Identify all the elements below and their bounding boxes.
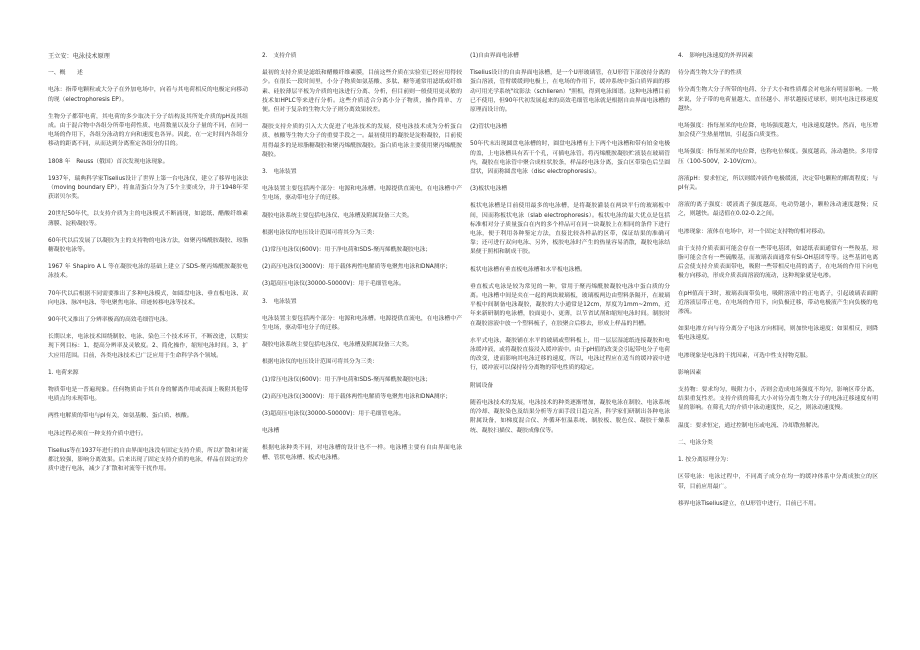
paragraph: 凝胶支持介质的引入大大促进了电泳技术的发展，使电泳技术成为分析蛋白质、核酸等生物大分子的重要手段之一。最初使用的凝胶是淀粉凝胶，目前使用得最多的是琼脂糖凝胶和聚丙烯酰胺凝胶。蛋白质电泳主要使用聚丙烯酰胺凝胶。 xyxy=(262,124,462,158)
paragraph: 20世纪50年代，以支持介质为主的电泳模式不断涌现，如滤纸、醋酸纤维素薄膜、淀粉凝胶等。 xyxy=(48,211,248,227)
text-column-2 xyxy=(262,52,462,642)
paragraph: 70年代以后根据不同需要推出了多种电泳模式，如圆盘电泳、垂直板电泳、双向电泳、脉冲电泳、等电聚焦电泳、印迹转移电泳等技术。 xyxy=(48,290,248,306)
paragraph: 凝胶电泳系统主要包括电泳仪、电泳槽及附属设备三大类。 xyxy=(262,212,413,219)
paragraph: 1. 电荷来源 xyxy=(48,369,79,376)
paragraph: 根据电泳仪的电压设计范围可将其分为三类： xyxy=(262,359,378,366)
paragraph: 一、概 述 xyxy=(48,70,83,77)
paragraph: 垂直板式电泳是较为常见的一种，常用于聚丙烯酰胺凝胶电泳中蛋白质的分离。电泳槽中间是夹在一起的两块玻璃板，玻璃板两边由塑料条隔开，在玻璃平板中间制备电泳凝胶，凝胶的大小通常是12cm，厚度为1mm~2mm，近年来新研制的电泳槽，胶面更小、更薄，以节省试剂和缩短电泳时间。制胶时在凝胶溶液中放一个塑料梳子，在胶聚合后移去，形成上样品的凹槽。 xyxy=(470,283,670,327)
paragraph: 电泳装置主要包括两个部分：电源和电泳槽。电源提供直流电，在电泳槽中产生电场，驱动带电分子的迁移。 xyxy=(262,315,462,332)
paragraph: 温度：要求恒定，通过控制电压或电流、冷却散热解决。 xyxy=(678,422,823,429)
text-column-3 xyxy=(470,52,670,642)
paragraph: 根据电泳种类不同，对电泳槽的设计也不一样。电泳槽主要有自由界面电泳槽、管状电泳槽、板式电泳槽。 xyxy=(262,445,462,461)
paragraph: 待分离生物大分子所带的电荷、分子大小和性质都会对电泳有明显影响。一般来说，分子带的电荷量越大、直径越小、形状越接近球形，则其电泳迁移速度越快。 xyxy=(678,87,878,112)
paragraph: 在pH值高于3时，玻璃表面带负电，吸附溶液中的正电离子，引起玻璃表面附近溶液层带正电，在电场的作用下，向负极迁移，带动电极液产生向负极的电渗流。 xyxy=(678,290,878,316)
paragraph: 电泳：指带电颗粒或大分子在外加电场中，向着与其电荷相反的电极定向移动的现（electrophoresis EP）。 xyxy=(48,87,248,103)
paragraph: 电场强度：指每厘米的电位降，电场强度越大，电泳速度越快。然而，电压增加会使产生热量增加，引起蛋白质变性。 xyxy=(678,123,878,139)
paragraph: 生物分子都带电荷，其电荷的多少取决于分子结构及其所处介质的pH及其组成。由于混合物中各组分所带电荷性质、电荷数量以及分子量的不同，在同一电场的作用下，各组分泳动的方向和速度也各异。因此，在一定时间内各组分移动的距离不同，从而达到分离鉴定各组分的目的。 xyxy=(48,113,248,148)
paragraph: (3)超高压电泳仪(30000-50000V)：用于毛细管电泳。 xyxy=(262,411,405,418)
paragraph: 两性电解质的带电与pI有关，如氨基酸、蛋白质、核酸。 xyxy=(48,413,193,420)
text-column-4 xyxy=(678,52,878,642)
paragraph: Tiselius设计的自由界面电泳槽，是一个U形玻璃管，在U形管下部放待分离的蛋白溶液，管臂缓缓到电极上，在电场的作用下，缓冲系统中蛋白质界面的移动可用光学系统"纹影法（schlieren）"照相，得到电泳图谱。这种电泳槽目前已不使用，但90年代初发展起来的高效毛细管电泳就是根据自由界面电泳槽的原理而设计的。 xyxy=(470,70,670,114)
paragraph: 溶液pH：要求恒定，所以则缓冲液作电极缓液，决定带电颗粒的解离程度；与pI有关。 xyxy=(678,175,878,192)
paragraph: 由于支持介质表面可能会存在一些带电基团，如滤纸表面通常有一些羧基，琼脂可能会含有一些硫酸基，而玻璃表面通常有Si-OH基团等等。这些基团电离后会使支持介质表面带电，吸附一些带相反电荷的离子，在电场的作用下向电极方向移动，形成介质表面溶液的流动，这种现象就是电渗。 xyxy=(678,245,878,280)
paragraph: 区带电泳：电泳过程中，不同离子成分在均一的缓冲体系中分离成独立的区带，目前应用最广。 xyxy=(678,474,878,490)
paragraph: 物质带电是一普遍现象。任何物质由于其自身的解离作用或表面上吸附其他带电质点均未现带电。 xyxy=(48,387,248,403)
paragraph: 待分离生物大分子的性质 xyxy=(678,70,742,77)
paragraph: 3. 电泳装置 xyxy=(262,169,297,176)
paragraph: 3. 电泳装置 xyxy=(262,298,297,305)
paragraph: 1808 年 Reuss（俄国）首次发现电泳现象。 xyxy=(48,158,169,165)
paragraph: 长期以来，电泳技术围绕制胶、电泳、染色三个技术环节，不断改进，以期实现下列目标：1、提高分辨率及灵敏度。2、简化操作，缩短电泳时间。3、扩大应用范围。目前，各类电泳技术已广泛应用于生命科学各个领域。 xyxy=(48,334,248,359)
paragraph: 随着电泳技术的发展，电泳技术的种类逐渐增加，凝胶电泳在制胶、电泳系统的冷却、凝胶染色及结果分析等方面手段日趋完善，科学家们研制出各种电泳附属设备，如梯度混合仪、外循环恒温系统、制胶板、脱色仪、凝胶干燥系统、凝胶扫描仪、凝胶成像仪等。 xyxy=(470,399,670,434)
paragraph: 电渗现象是电泳的干扰因素，可选中性支持物克服。 xyxy=(678,352,812,359)
paragraph: 最初的支持介质是滤纸和醋酸纤维素膜，目前这些介质在实验室已经应用得较少。在很长一段时间里，小分子物质如氨基酸、多肽、糖等通常用滤纸或纤维素、硅胶薄层平板为介质的电泳进行分离、分析，但目前则一般使用更灵敏的技术如HPLC等来进行分析。这些介质适合分离小分子物质，操作简单、方便。但对于复杂的生物大分子则分离效果较差。 xyxy=(262,70,462,114)
paragraph: 溶液的离子强度：缓液离子强度越高，电动势越小，颗粒泳动速度越慢；反之，则越快。最适值在0.02-0.2之间。 xyxy=(678,202,878,218)
paragraph: 凝胶电泳系统主要包括电泳仪、电泳槽及附属设备三大类。 xyxy=(262,342,413,349)
paragraph: 二、电泳分类 xyxy=(678,439,713,446)
paragraph: (3)板状电泳槽 xyxy=(470,186,508,193)
paragraph: 1937年，瑞典科学家Tiselius设计了世界上第一台电泳仪，建立了移界电泳法（moving boundary EP），将血清蛋白分为了5个主要成分，并于1948年荣获诺贝尔奖。 xyxy=(48,175,248,201)
paragraph: 1. 按分离原理分为： xyxy=(678,457,732,464)
paragraph: Tiselius等在1937年进行的自由界面电泳没有固定支持介质，所以扩散和对流都比较强，影响分离效果。后来出现了固定支持介质的电泳，样品在固定的介质中进行电泳，减少了扩散和对流等干扰作用。 xyxy=(48,447,248,473)
text-column-1 xyxy=(48,52,248,642)
paragraph: 2. 支持介质 xyxy=(262,53,297,59)
paragraph: 板状电泳槽是目前使用最多的电泳槽，是将凝胶灌装在两块平行的玻璃板中间，因而称板状电泳（slab electrophoresis）。板状电泳的最大优点是包括标准相对分子质量蛋白在内的多个样品可在同一块凝胶上在相同的条件下进行电泳，便于利用各种鉴定方法，直接比较各样品的区带，保证结果的准确可靠；还可进行双向电泳、另外，板胶电泳时产生的热量容易消散，凝胶电泳结果便于照相和制成干胶。 xyxy=(470,203,670,256)
paragraph: (2)管状电泳槽 xyxy=(470,124,508,131)
paragraph: 电泳过程必须在一种支持介质中进行。 xyxy=(48,430,147,437)
paragraph: 60年代以后发展了以凝胶为主的支持物的电泳方法，如聚丙烯酰胺凝胶、琼脂糖凝胶电泳等。 xyxy=(48,237,248,254)
paragraph: 影响因素 xyxy=(678,369,702,376)
paragraph: 4. 影响电泳速度的外界因素 xyxy=(678,53,754,59)
paragraph: (3)超高压电泳仪(30000-50000V)：用于毛细管电泳。 xyxy=(262,281,405,288)
document-title: 王立安：电泳技术原理 xyxy=(48,53,110,60)
paragraph: 附属设备 xyxy=(470,382,494,389)
paragraph: 支持物：要求均匀，吸附力小，否则会造成电场强度不均匀，影响区带分离，结果重复性差。支持介质的筛孔大小对待分离生物大分子的电泳迁移速度有明显的影响。在筛孔大的介质中泳动速度快，反之，则泳动速度慢。 xyxy=(678,387,878,412)
paragraph: (1)自由界面电泳槽 xyxy=(470,53,519,59)
paragraph: 如果电渗方向与待分离分子电泳方向相同，则加快电泳速度；如果相反，则降低电泳速度。 xyxy=(678,326,878,342)
paragraph: 根据电泳仪的电压设计范围可将其分为三类： xyxy=(262,229,378,236)
paragraph: (1)常压电泳仪(600V)：用于净电荷和SDS-聚丙烯酰胺凝胶电泳； xyxy=(262,376,432,383)
paragraph: (2)高压电泳仪(3000V)：用于载体两性电解质等电聚焦电泳和DNA测序； xyxy=(262,393,452,400)
paragraph: 电渗现象：液体在电场中，对一个固定支持物的相对移动。 xyxy=(678,228,829,235)
paragraph: 电泳装置主要包括两个部分：电源和电泳槽。电源提供直流电，在电泳槽中产生电场，驱动带电分子的迁移。 xyxy=(262,186,462,202)
paragraph: (1)常压电泳仪(600V)：用于净电荷和SDS-聚丙烯酰胺凝胶电泳； xyxy=(262,247,432,254)
paragraph: 板状电泳槽有垂直板电泳槽和水平板电泳槽。 xyxy=(470,266,586,273)
paragraph: (2)高压电泳仪(3000V)：用于载体两性电解质等电聚焦电泳和DNA测序； xyxy=(262,264,452,271)
paragraph: 电场强度：指每厘米的电位降，也称电位梯度。强度越高，泳动越快。多用常压（100-500V，2-10V/cm）。 xyxy=(678,149,878,165)
paragraph: 90年代又推出了分辨率极高的高效毛细管电泳。 xyxy=(48,317,172,324)
paragraph: 50年代末出现圆盘电泳槽的时，圆盘电泳槽有上下两个电泳槽和带有铂金电极的盖，上电泳槽具有若干个孔，可插电泳管。将丙烯酰胺凝胶贮液装在玻璃管内，凝胶在电泳管中聚合成柱状胶条，样品经电泳分离，蛋白区带染色后呈圆盘状，因而称圆盘电泳（disc electrophoresis）。 xyxy=(470,141,670,176)
paragraph: 电泳槽 xyxy=(262,428,280,435)
paragraph: 1967 年 Shapiro A L 等在凝胶电泳的基础上建立了SDS-聚丙烯酰胺凝胶电泳技术。 xyxy=(48,264,248,280)
paragraph: 水平式电泳，凝胶铺在水平的玻璃或塑料板上，用一层层湿滤纸连接凝胶和电泳缓冲液，或将凝胶直接浸入缓冲液中。由于pH值的改变会引起带电分子电荷的改变，进而影响其电泳迁移的速度，所以，电泳过程应在适当的缓冲液中进行，缓冲液可以保持待分离物的带电性质的稳定。 xyxy=(470,337,670,372)
paragraph: 移界电泳Tiselius建立，在U形管中进行，目前已不用。 xyxy=(678,500,820,507)
